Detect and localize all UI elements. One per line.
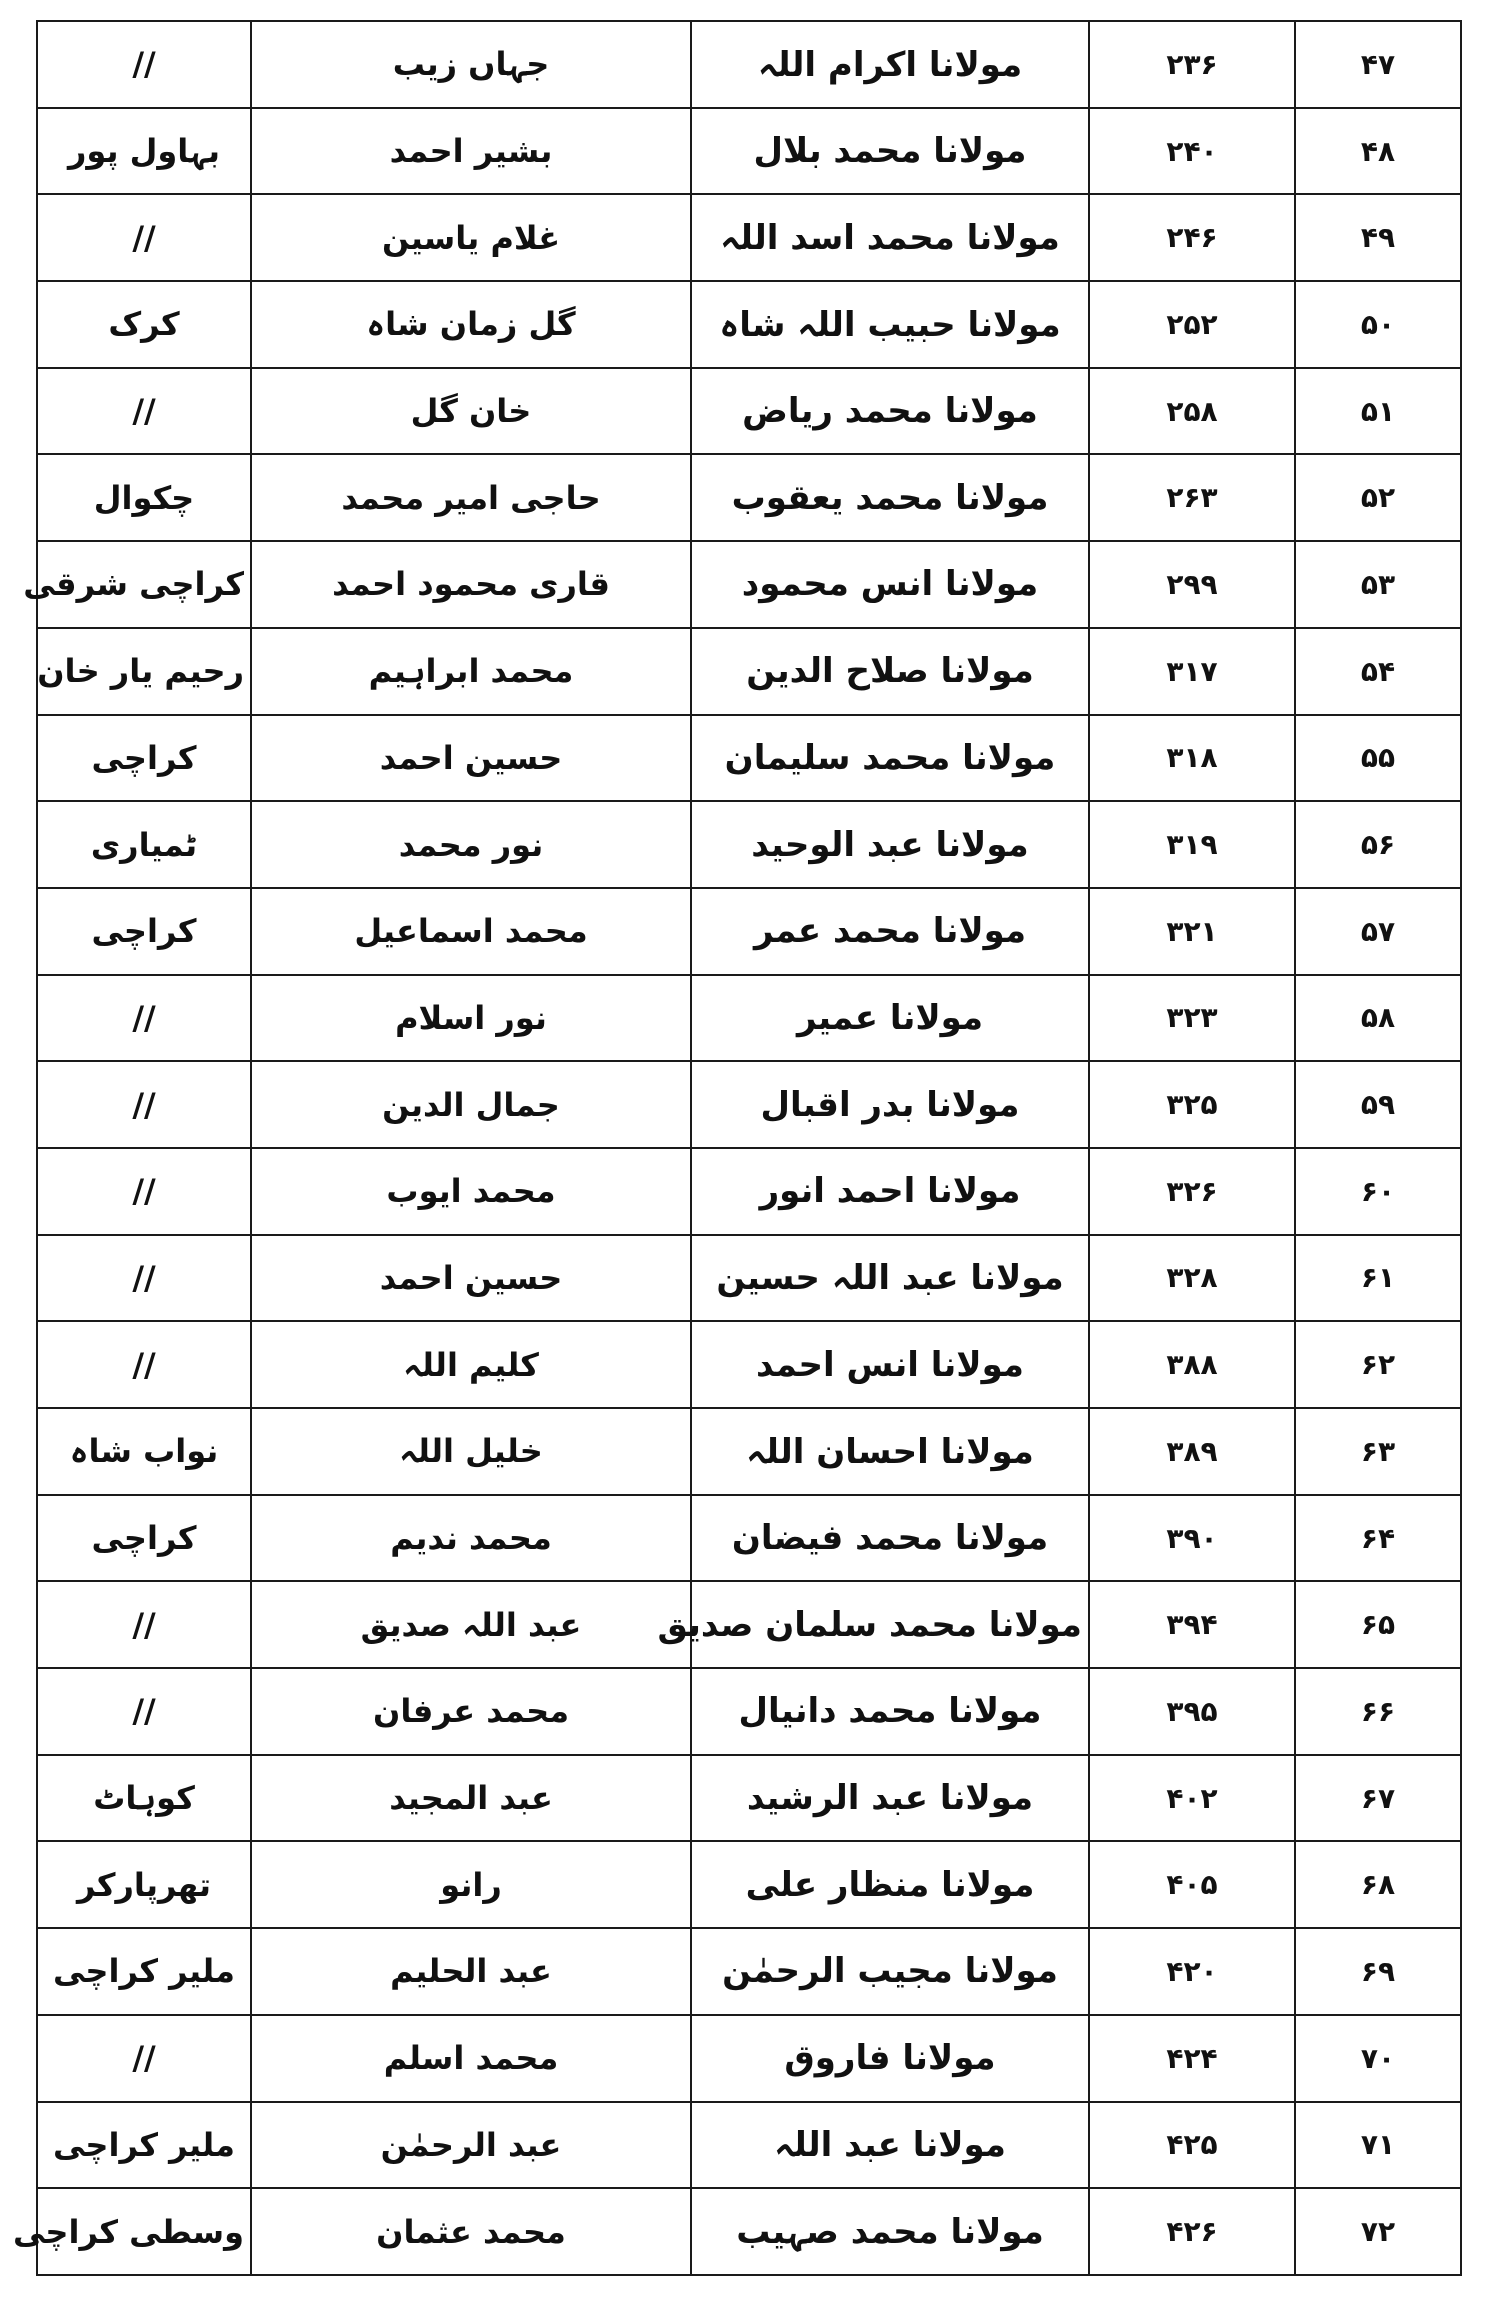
- registration-number-cell: ۴۲۰: [1089, 1928, 1295, 2015]
- father-name-cell: حاجی امیر محمد: [251, 454, 691, 541]
- district-cell: //: [37, 1235, 251, 1322]
- father-name-cell: حسین احمد: [251, 1235, 691, 1322]
- serial-number-cell: ۷۲: [1295, 2188, 1461, 2275]
- district-cell: کرک: [37, 281, 251, 368]
- father-name-cell: محمد اسلم: [251, 2015, 691, 2102]
- table-row: [37, 801, 1461, 888]
- registration-number-cell: ۴۰۵: [1089, 1841, 1295, 1928]
- father-name-cell: قاری محمود احمد: [251, 541, 691, 628]
- table-row: [37, 2188, 1461, 2275]
- table-row: [37, 1321, 1461, 1408]
- district-cell: کراچی شرقی: [37, 541, 251, 628]
- table-row: [37, 888, 1461, 975]
- district-cell: بہاول پور: [37, 108, 251, 195]
- district-cell: کراچی: [37, 715, 251, 802]
- student-name-cell: مولانا اکرام اللہ: [691, 21, 1089, 108]
- father-name-cell: عبد الرحمٰن: [251, 2102, 691, 2189]
- father-name-cell: خان گل: [251, 368, 691, 455]
- registration-number-cell: ۳۸۹: [1089, 1408, 1295, 1495]
- student-name-cell: مولانا مجیب الرحمٰن: [691, 1928, 1089, 2015]
- table-row: [37, 1235, 1461, 1322]
- serial-number-cell: ۷۱: [1295, 2102, 1461, 2189]
- district-cell: ملیر کراچی: [37, 1928, 251, 2015]
- serial-number-cell: ۶۲: [1295, 1321, 1461, 1408]
- student-name-cell: مولانا محمد سلمان صدیق: [691, 1581, 1089, 1668]
- table-row: [37, 1061, 1461, 1148]
- serial-number-cell: ۶۱: [1295, 1235, 1461, 1322]
- registration-number-cell: ۳۲۸: [1089, 1235, 1295, 1322]
- registration-number-cell: ۳۹۴: [1089, 1581, 1295, 1668]
- father-name-cell: نور محمد: [251, 801, 691, 888]
- father-name-cell: نور اسلام: [251, 975, 691, 1062]
- district-cell: کراچی: [37, 888, 251, 975]
- student-name-cell: مولانا عمیر: [691, 975, 1089, 1062]
- table-row: [37, 541, 1461, 628]
- district-cell: ملیر کراچی: [37, 2102, 251, 2189]
- registration-number-cell: ۳۲۶: [1089, 1148, 1295, 1235]
- serial-number-cell: ۵۷: [1295, 888, 1461, 975]
- district-cell: //: [37, 975, 251, 1062]
- table-row: [37, 1668, 1461, 1755]
- registration-number-cell: ۳۹۰: [1089, 1495, 1295, 1582]
- table-row: [37, 1841, 1461, 1928]
- registration-number-cell: ۳۹۵: [1089, 1668, 1295, 1755]
- table-row: [37, 2015, 1461, 2102]
- father-name-cell: جہاں زیب: [251, 21, 691, 108]
- student-name-cell: مولانا محمد یعقوب: [691, 454, 1089, 541]
- registration-number-cell: ۳۲۳: [1089, 975, 1295, 1062]
- serial-number-cell: ۵۰: [1295, 281, 1461, 368]
- registration-number-cell: ۳۲۱: [1089, 888, 1295, 975]
- table-row: [37, 628, 1461, 715]
- serial-number-cell: ۶۸: [1295, 1841, 1461, 1928]
- student-name-cell: مولانا محمد بلال: [691, 108, 1089, 195]
- district-cell: //: [37, 1148, 251, 1235]
- serial-number-cell: ۶۵: [1295, 1581, 1461, 1668]
- student-name-cell: مولانا احمد انور: [691, 1148, 1089, 1235]
- table-row: [37, 1755, 1461, 1842]
- serial-number-cell: ۶۴: [1295, 1495, 1461, 1582]
- registration-number-cell: ۴۲۶: [1089, 2188, 1295, 2275]
- student-name-cell: مولانا عبد اللہ: [691, 2102, 1089, 2189]
- father-name-cell: محمد اسماعیل: [251, 888, 691, 975]
- serial-number-cell: ۶۷: [1295, 1755, 1461, 1842]
- serial-number-cell: ۷۰: [1295, 2015, 1461, 2102]
- registration-number-cell: ۴۰۲: [1089, 1755, 1295, 1842]
- father-name-cell: محمد ایوب: [251, 1148, 691, 1235]
- serial-number-cell: ۶۳: [1295, 1408, 1461, 1495]
- father-name-cell: کلیم اللہ: [251, 1321, 691, 1408]
- table-row: [37, 715, 1461, 802]
- serial-number-cell: ۴۸: [1295, 108, 1461, 195]
- student-name-cell: مولانا احسان اللہ: [691, 1408, 1089, 1495]
- father-name-cell: عبد المجید: [251, 1755, 691, 1842]
- table-row: [37, 194, 1461, 281]
- student-name-cell: مولانا محمد ریاض: [691, 368, 1089, 455]
- registration-number-cell: ۲۴۰: [1089, 108, 1295, 195]
- father-name-cell: بشیر احمد: [251, 108, 691, 195]
- table-row: [37, 1148, 1461, 1235]
- registration-number-cell: ۴۲۵: [1089, 2102, 1295, 2189]
- serial-number-cell: ۶۰: [1295, 1148, 1461, 1235]
- student-name-cell: مولانا محمد اسد اللہ: [691, 194, 1089, 281]
- student-name-cell: مولانا محمد عمر: [691, 888, 1089, 975]
- registration-number-cell: ۴۲۴: [1089, 2015, 1295, 2102]
- father-name-cell: رانو: [251, 1841, 691, 1928]
- father-name-cell: عبد الحلیم: [251, 1928, 691, 2015]
- student-name-cell: مولانا بدر اقبال: [691, 1061, 1089, 1148]
- father-name-cell: محمد عرفان: [251, 1668, 691, 1755]
- registration-number-cell: ۳۸۸: [1089, 1321, 1295, 1408]
- student-name-cell: مولانا انس احمد: [691, 1321, 1089, 1408]
- student-name-cell: مولانا صلاح الدین: [691, 628, 1089, 715]
- graduates-table: [13, 20, 1462, 2276]
- student-name-cell: مولانا حبیب اللہ شاہ: [691, 281, 1089, 368]
- table-body: [13, 21, 1461, 2275]
- district-cell: کراچی: [37, 1495, 251, 1582]
- student-name-cell: مولانا فاروق: [691, 2015, 1089, 2102]
- table-row: [37, 454, 1461, 541]
- district-cell: رحیم یار خان: [37, 628, 251, 715]
- registration-number-cell: ۲۵۸: [1089, 368, 1295, 455]
- student-name-cell: مولانا محمد دانیال: [691, 1668, 1089, 1755]
- serial-number-cell: ۵۶: [1295, 801, 1461, 888]
- serial-number-cell: ۶۶: [1295, 1668, 1461, 1755]
- district-cell: //: [37, 194, 251, 281]
- district-cell: //: [37, 368, 251, 455]
- registration-number-cell: ۳۱۷: [1089, 628, 1295, 715]
- table-row: [37, 1928, 1461, 2015]
- district-cell: //: [37, 1581, 251, 1668]
- serial-number-cell: ۵۲: [1295, 454, 1461, 541]
- register-sheet: [13, 20, 1460, 2276]
- student-name-cell: مولانا عبد اللہ حسین: [691, 1235, 1089, 1322]
- district-cell: //: [37, 1061, 251, 1148]
- student-name-cell: مولانا عبد الوحید: [691, 801, 1089, 888]
- table-row: [37, 21, 1461, 108]
- father-name-cell: عبد اللہ صدیق: [251, 1581, 691, 1668]
- student-name-cell: مولانا عبد الرشید: [691, 1755, 1089, 1842]
- district-cell: کوہاٹ: [37, 1755, 251, 1842]
- district-cell: وسطی کراچی: [37, 2188, 251, 2275]
- serial-number-cell: ۵۴: [1295, 628, 1461, 715]
- father-name-cell: غلام یاسین: [251, 194, 691, 281]
- student-name-cell: مولانا محمد سلیمان: [691, 715, 1089, 802]
- father-name-cell: گل زمان شاہ: [251, 281, 691, 368]
- serial-number-cell: ۶۹: [1295, 1928, 1461, 2015]
- district-cell: تھرپارکر: [37, 1841, 251, 1928]
- district-cell: نواب شاہ: [37, 1408, 251, 1495]
- registration-number-cell: ۳۱۸: [1089, 715, 1295, 802]
- table-row: [37, 1495, 1461, 1582]
- serial-number-cell: ۵۵: [1295, 715, 1461, 802]
- serial-number-cell: ۵۳: [1295, 541, 1461, 628]
- serial-number-cell: ۵۸: [1295, 975, 1461, 1062]
- district-cell: ٹمیاری: [37, 801, 251, 888]
- registration-number-cell: ۳۲۵: [1089, 1061, 1295, 1148]
- father-name-cell: محمد ابراہیم: [251, 628, 691, 715]
- registration-number-cell: ۲۹۹: [1089, 541, 1295, 628]
- table-row: [37, 281, 1461, 368]
- registration-number-cell: ۲۵۲: [1089, 281, 1295, 368]
- student-name-cell: مولانا انس محمود: [691, 541, 1089, 628]
- serial-number-cell: ۴۷: [1295, 21, 1461, 108]
- father-name-cell: محمد ندیم: [251, 1495, 691, 1582]
- registration-number-cell: ۳۱۹: [1089, 801, 1295, 888]
- district-cell: //: [37, 1668, 251, 1755]
- father-name-cell: خلیل اللہ: [251, 1408, 691, 1495]
- serial-number-cell: ۴۹: [1295, 194, 1461, 281]
- serial-number-cell: ۵۱: [1295, 368, 1461, 455]
- registration-number-cell: ۲۶۳: [1089, 454, 1295, 541]
- district-cell: //: [37, 1321, 251, 1408]
- district-cell: //: [37, 21, 251, 108]
- registration-number-cell: ۲۳۶: [1089, 21, 1295, 108]
- student-name-cell: مولانا محمد فیضان: [691, 1495, 1089, 1582]
- registration-number-cell: ۲۴۶: [1089, 194, 1295, 281]
- table-row: [37, 1408, 1461, 1495]
- district-cell: چکوال: [37, 454, 251, 541]
- table-row: [37, 1581, 1461, 1668]
- table-row: [37, 368, 1461, 455]
- father-name-cell: حسین احمد: [251, 715, 691, 802]
- table-row: [37, 108, 1461, 195]
- table-row: [37, 2102, 1461, 2189]
- father-name-cell: جمال الدین: [251, 1061, 691, 1148]
- father-name-cell: محمد عثمان: [251, 2188, 691, 2275]
- district-cell: //: [37, 2015, 251, 2102]
- student-name-cell: مولانا محمد صہیب: [691, 2188, 1089, 2275]
- table-row: [37, 975, 1461, 1062]
- student-name-cell: مولانا منظار علی: [691, 1841, 1089, 1928]
- serial-number-cell: ۵۹: [1295, 1061, 1461, 1148]
